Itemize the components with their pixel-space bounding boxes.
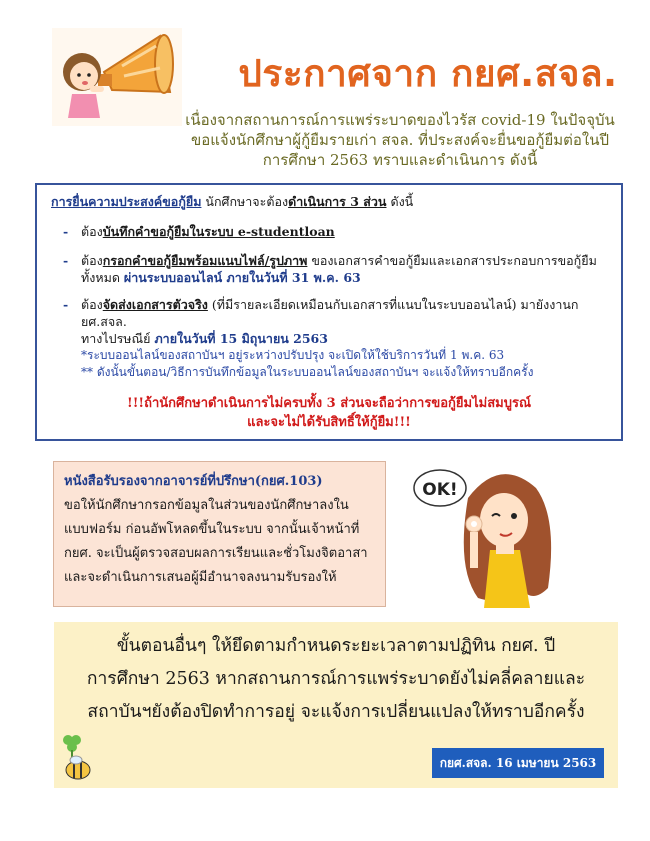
requirements-heading-link: การยื่นความประสงค์ขอกู้ยืม (51, 194, 202, 209)
item-2-line2-text: ทั้งหมด (81, 270, 124, 285)
item-3-note-2: ** ดังนั้นขั้นตอน/วิธีการบันทึกข้อมูลในระบบออนไลน์ของสถาบันฯ จะแจ้งให้ทราบอีกครั้ง (81, 365, 534, 379)
advisor-line-3: กยศ. จะเป็นผู้ตรวจสอบผลการเรียนและชั่วโมงจิตอาสา (64, 546, 368, 561)
signature-badge: กยศ.สจล. 16 เมษายน 2563 (432, 748, 604, 778)
item-2-bold: กรอกคำขอกู้ยืมพร้อมแนบไฟล์/รูปภาพ (102, 253, 308, 268)
item-3-note-1: *ระบบออนไลน์ของสถาบันฯ อยู่ระหว่างปรับปรุง จะเปิดให้ใช้บริการวันที่ 1 พ.ค. 63 (81, 348, 505, 362)
advisor-line-1: ขอให้นักศึกษากรอกข้อมูลในส่วนของนักศึกษาลงใน (64, 498, 349, 513)
advisor-line-4: และจะดำเนินการเสนอผู้มีอำนาจลงนามรับรองให้ (64, 570, 337, 585)
item-2-deadline: ภายในวันที่ 31 พ.ค. 63 (222, 270, 361, 285)
intro-line-1: เนื่องจากสถานการณ์การแพร่ระบาดของไวรัส covid-19 ในปัจจุบัน (185, 111, 615, 129)
ok-bubble-text: OK! (422, 480, 458, 500)
footer-box (54, 622, 618, 788)
advisor-certificate-box (53, 461, 386, 607)
requirements-heading-text: นักศึกษาจะต้อง (201, 194, 289, 209)
requirements-heading-tail: ดังนี้ (386, 194, 414, 209)
footer-line-2: การศึกษา 2563 หากสถานการณ์การแพร่ระบาดยังไม่คลี่คลายและ (86, 669, 586, 689)
intro-line-3: การศึกษา 2563 ทราบและดำเนินการ ดังนี้ (262, 151, 538, 169)
intro-line-2: ขอแจ้งนักศึกษาผู้กู้ยืมรายเก่า สจล. ที่ประสงค์จะยื่นขอกู้ยืมต่อในปี (191, 131, 609, 149)
page-title: ประกาศจาก กยศ.สจล. (238, 52, 618, 95)
bullet-dash: - (63, 224, 69, 239)
item-1-bold: บันทึกคำขอกู้ยืมในระบบ e-studentloan (102, 224, 335, 239)
requirements-heading (51, 193, 611, 210)
item-2-line2-bold: ผ่านระบบออนไลน์ (123, 270, 223, 285)
item-2-text: ต้อง (81, 253, 103, 268)
item-3-deadline: ภายในวันที่ 15 มิถุนายน 2563 (154, 331, 328, 346)
item-2-rest: ของเอกสารคำขอกู้ยืมและเอกสารประกอบการขอกู้ยืม (307, 253, 597, 268)
requirement-item-3 (63, 296, 611, 381)
requirements-heading-bold: ดำเนินการ 3 ส่วน (288, 194, 387, 209)
girl-megaphone-illustration (52, 28, 182, 126)
requirement-item-2 (63, 252, 611, 286)
footer-line-3: สถาบันฯยังต้องปิดทำการอยู่ จะแจ้งการเปลี่ยนแปลงให้ทราบอีกครั้ง (87, 702, 585, 722)
bullet-dash: - (63, 297, 69, 312)
advisor-title: หนังสือรับรองจากอาจารย์ที่ปรึกษา(กยศ.103) (64, 474, 323, 489)
item-3-line2-text: ทางไปรษณีย์ (81, 331, 155, 346)
footer-line-1: ขั้นตอนอื่นๆ ให้ยึดตามกำหนดระยะเวลาตามปฏิทิน กยศ. ปี (116, 636, 556, 656)
footer-paragraph (54, 630, 618, 729)
requirement-item-1 (63, 223, 611, 240)
requirements-box (35, 183, 623, 441)
item-3-rest: (ที่มีรายละเอียดเหมือนกับเอกสารที่แนบในระบบออนไลน์) มายังงานกยศ.สจล. (81, 297, 579, 329)
item-1-text: ต้อง (81, 224, 103, 239)
intro-paragraph (180, 110, 620, 170)
warning-line-1: !!!ถ้านักศึกษาดำเนินการไม่ครบทั้ง 3 ส่วนจะถือว่าการขอกู้ยืมไม่สมบูรณ์ (126, 396, 531, 411)
item-3-bold: จัดส่งเอกสารตัวจริง (102, 297, 208, 312)
item-3-text: ต้อง (81, 297, 103, 312)
clover-bee-illustration (58, 732, 98, 784)
warning-line-2: และจะไม่ได้รับสิทธิ์ให้กู้ยืม!!! (247, 415, 411, 430)
advisor-line-2: แบบฟอร์ม ก่อนอัพโหลดขึ้นในระบบ จากนั้นเจ้าหน้าที่ (64, 522, 360, 537)
ok-girl-illustration (408, 458, 568, 616)
bullet-dash: - (63, 253, 69, 268)
